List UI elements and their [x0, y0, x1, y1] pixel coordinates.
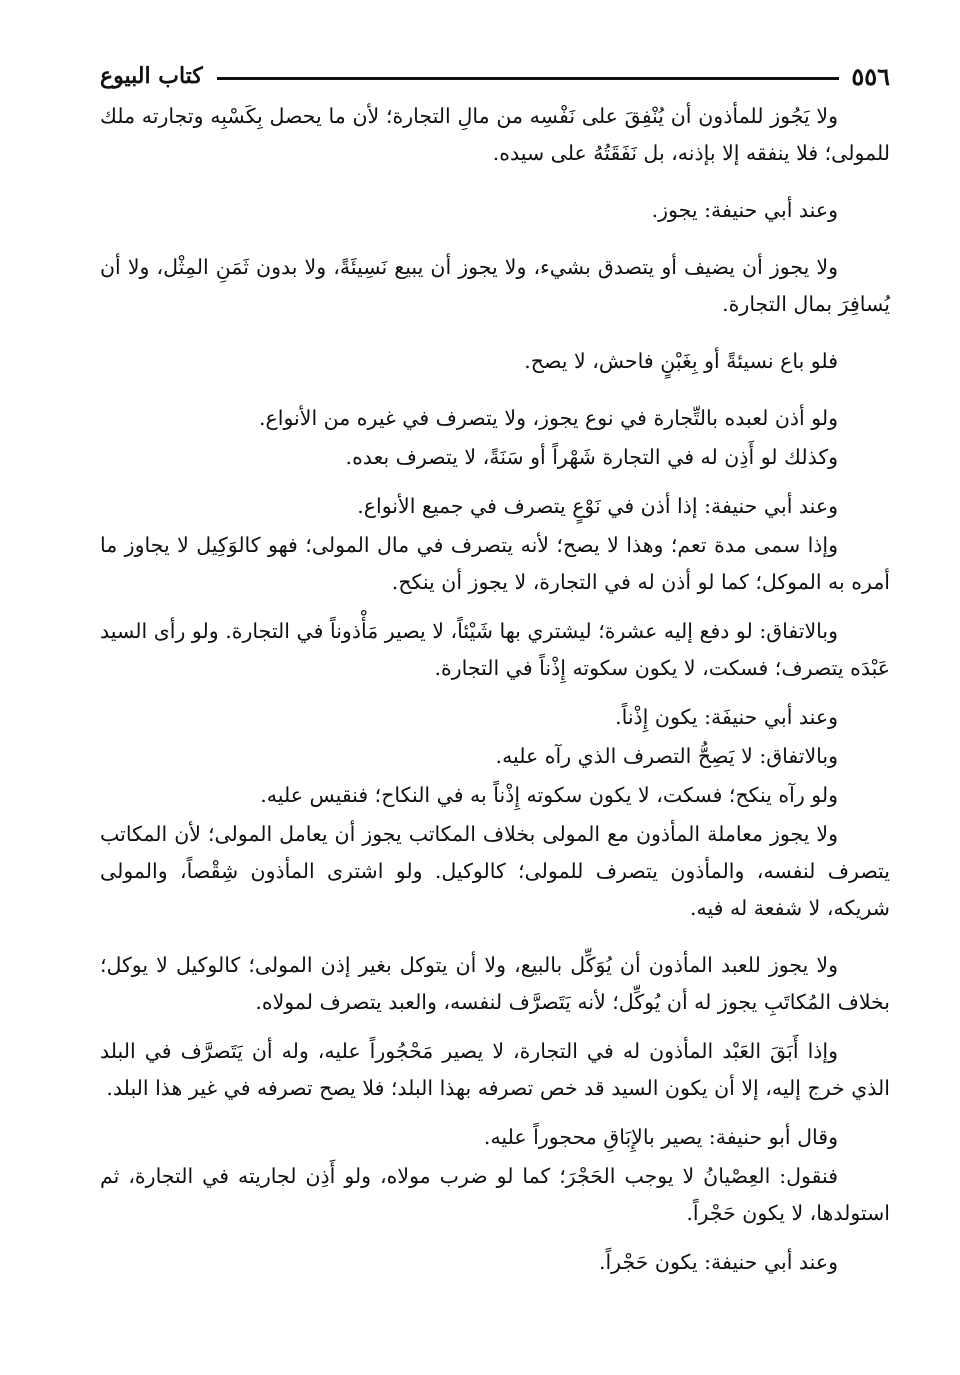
paragraph: وعند أبي حنيفَة: يكون إِذْناً. — [615, 705, 838, 729]
paragraph: فلو باع نسيئةً أو بِغَبْنٍ فاحش، لا يصح. — [524, 349, 838, 373]
running-title: كتاب البيوع — [100, 63, 203, 89]
page-header — [100, 56, 890, 96]
paragraph: ولا يجوز معاملة المأذون مع المولى بخلاف المكاتب يجوز أن يعامل المولى؛ لأن المكاتب يتصرف لنفسه، والمأذون يتصرف للمولى؛ كالوكيل. ولو اشترى المأذون شِقْصاً، والمولى شريكه، لا شفعة له فيه. — [100, 822, 890, 920]
paragraph: وعند أبي حنيفة: يجوز. — [651, 198, 838, 222]
paragraph: فنقول: العِصْيانُ لا يوجب الحَجْرَ؛ كما لو ضرب مولاه، ولو أَذِن لجاريته في التجارة، ثم استولدها، لا يكون حَجْراً. — [100, 1164, 890, 1225]
paragraph: وإذا سمى مدة تعم؛ وهذا لا يصح؛ لأنه يتصرف في مال المولى؛ فهو كالوَكِيل لا يجاوز ما أمره به الموكل؛ كما لو أذن له في التجارة، لا يجوز أن ينكح. — [100, 533, 890, 594]
paragraph: وعند أبي حنيفة: يكون حَجْراً. — [598, 1250, 838, 1274]
page-number: ٥٥٦ — [851, 61, 890, 91]
paragraph: وإذا أَبَقَ العَبْد المأذون له في التجارة، لا يصير مَحْجُوراً عليه، وله أن يَتَصرَّف في البلد الذي خرج إليه، إلا أن يكون السيد قد خص تصرفه بهذا البلد؛ فلا يصح تصرفه في غير هذا البلد. — [100, 1039, 890, 1100]
paragraph: وبالاتفاق: لا يَصِحُّ التصرف الذي رآه عليه. — [495, 744, 838, 768]
paragraph: ولو رآه ينكح؛ فسكت، لا يكون سكوته إِذْناً به في النكاح؛ فنقيس عليه. — [260, 783, 838, 807]
paragraph: وبالاتفاق: لو دفع إليه عشرة؛ ليشتري بها شَيْئاً، لا يصير مَأْذوناً في التجارة. ولو رأى السيد عَبْدَه يتصرف؛ فسكت، لا يكون سكوته إِذْناً في التجارة. — [100, 619, 890, 680]
paragraph: وكذلك لو أَذِن له في التجارة شَهْراً أو سَنَةً، لا يتصرف بعده. — [345, 445, 838, 469]
paragraph: وعند أبي حنيفة: إذا أذن في نَوْعٍ يتصرف في جميع الأنواع. — [357, 494, 838, 518]
header-rule — [217, 77, 840, 80]
paragraph: ولا يجوز للعبد المأذون أن يُوَكِّل بالبيع، ولا أن يتوكل بغير إذن المولى؛ كالوكيل لا يوكل؛ بخلاف المُكاتَبِ يجوز له أن يُوكِّل؛ لأنه يَتَصرَّف لنفسه، والعبد يتصرف لمولاه. — [100, 953, 890, 1014]
paragraph: وقال أبو حنيفة: يصير بالإِبَاقِ محجوراً عليه. — [483, 1125, 838, 1149]
page-body — [100, 98, 890, 1281]
paragraph: ولا يجوز أن يضيف أو يتصدق بشيء، ولا يجوز أن يبيع نَسِيئَةً، ولا بدون ثَمَنِ المِثْل، ولا أن يُسافِرَ بمال التجارة. — [100, 255, 890, 316]
paragraph: ولا يَجُوز للمأذون أن يُنْفِقَ على نَفْسِه من مالِ التجارة؛ لأن ما يحصل بِكَسْبِه وتجارته ملك للمولى؛ فلا ينفقه إلا بإذنه، بل نَفَقَتُهُ على سيده. — [100, 104, 890, 165]
paragraph: ولو أذن لعبده بالتِّجارة في نوع يجوز، ولا يتصرف في غيره من الأنواع. — [259, 406, 838, 430]
